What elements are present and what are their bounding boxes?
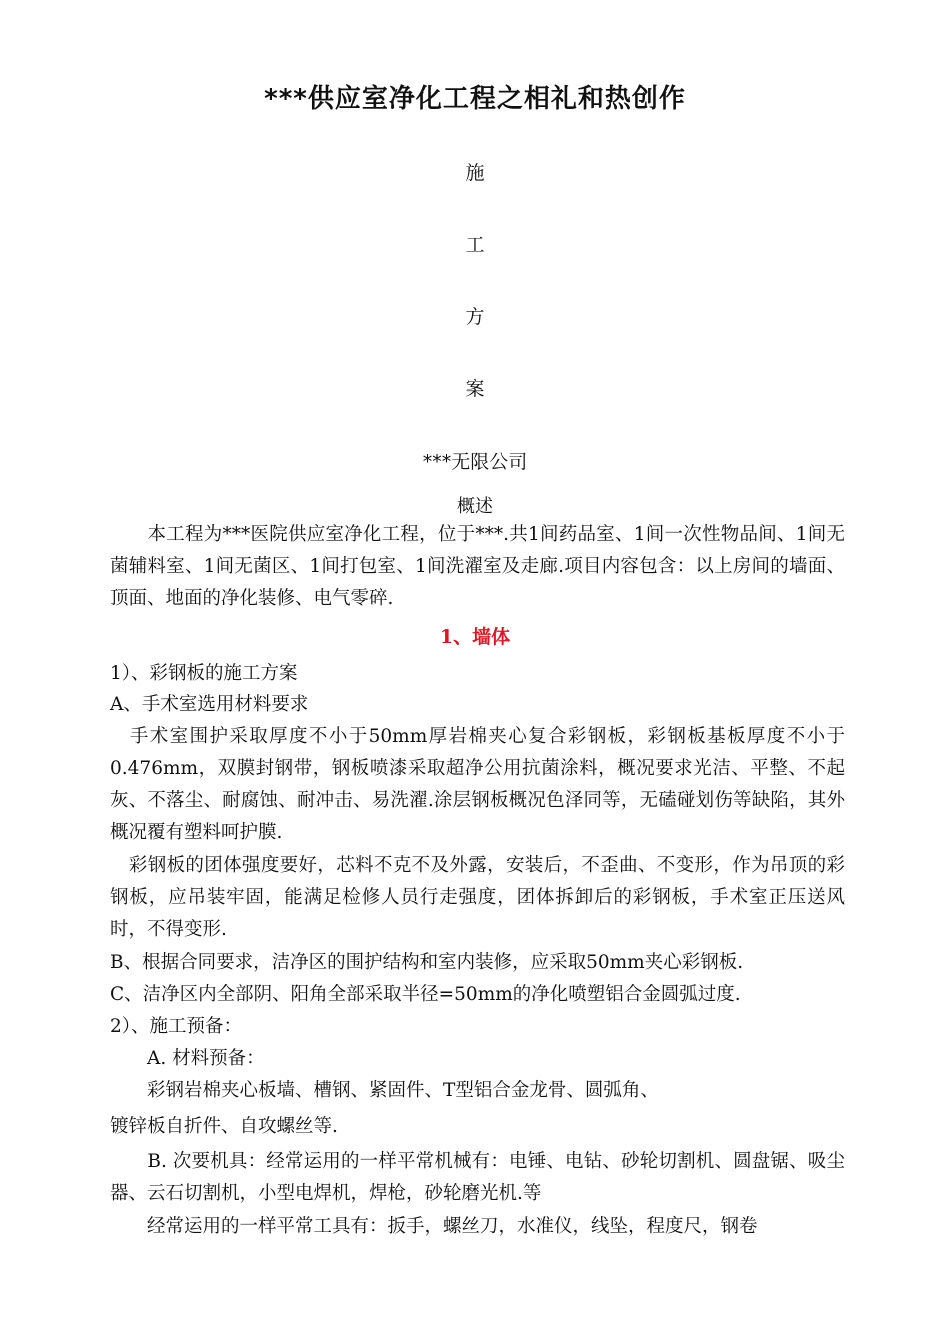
item-b-line: B、根据合同要求，洁净区的围护结构和室内装修，应采取50mm夹心彩钢板. bbox=[110, 952, 744, 973]
cover-char-1: 施 bbox=[465, 162, 485, 184]
item-a-text-1: 手术室围护采取厚度不小于50mm厚岩棉夹心复合彩钢板，彩钢板基板厚度不小于0.476mm，双膜封钢带，钢板喷漆采取超净公用抗菌涂料，概况要求光洁、平整、不起灰、不落尘、耐腐蚀、耐冲击、易洗濯.涂层钢板概况色泽同等，无磕碰划伤等缺陷，其外概况覆有塑料呵护膜. bbox=[110, 726, 845, 843]
section-heading-wall: 1、墙体 bbox=[439, 626, 511, 648]
company-name: ***无限公司 bbox=[422, 451, 528, 473]
cover-char-2: 工 bbox=[465, 234, 485, 256]
overview-paragraph bbox=[110, 519, 845, 615]
overview-heading: 概述 bbox=[457, 496, 493, 517]
cover-char-4: 案 bbox=[465, 378, 485, 400]
item-a-heading: A、手术室选用材料要求 bbox=[110, 694, 309, 715]
materials-heading: A. 材料预备： bbox=[110, 1048, 265, 1069]
cover-char-3: 方 bbox=[465, 306, 485, 328]
tools-line: 经常运用的一样平常工具有：扳手，螺丝刀，水准仪，线坠，程度尺，钢卷 bbox=[110, 1216, 758, 1237]
overview-text: 本工程为***医院供应室净化工程，位于***.共1间药品室、1间一次性物品间、1间无菌辅料室、1间无菌区、1间打包室、1间洗濯室及走廊.项目内容包含：以上房间的墙面、顶面、地面的净化装修、电气零碎. bbox=[110, 524, 845, 609]
machines-paragraph bbox=[110, 1146, 845, 1210]
materials-line-2: 镀锌板自折件、自攻螺丝等. bbox=[110, 1116, 338, 1137]
item-a-paragraph-1 bbox=[110, 721, 845, 849]
item-a-text-2: 彩钢板的团体强度要好，芯料不克不及外露，安装后，不歪曲、不变形，作为吊顶的彩钢板，应吊装牢固，能满足检修人员行走强度，团体拆卸后的彩钢板，手术室正压送风时，不得变形. bbox=[110, 855, 845, 940]
subsection-heading-2: 2）、施工预备： bbox=[110, 1016, 243, 1037]
subsection-heading-1: 1）、彩钢板的施工方案 bbox=[110, 663, 298, 684]
materials-line-1: 彩钢岩棉夹心板墙、槽钢、紧固件、T型铝合金龙骨、圆弧角、 bbox=[110, 1080, 659, 1101]
item-a-paragraph-2 bbox=[110, 850, 845, 946]
machines-text: B. 次要机具：经常运用的一样平常机械有：电锤、电钻、砂轮切割机、圆盘锯、吸尘器、云石切割机，小型电焊机，焊枪，砂轮磨光机.等 bbox=[110, 1151, 845, 1204]
document-title: ***供应室净化工程之相礼和热创作 bbox=[264, 84, 686, 114]
item-c-line: C、洁净区内全部阴、阳角全部采取半径=50mm的净化喷塑铝合金圆弧过度. bbox=[110, 984, 741, 1005]
